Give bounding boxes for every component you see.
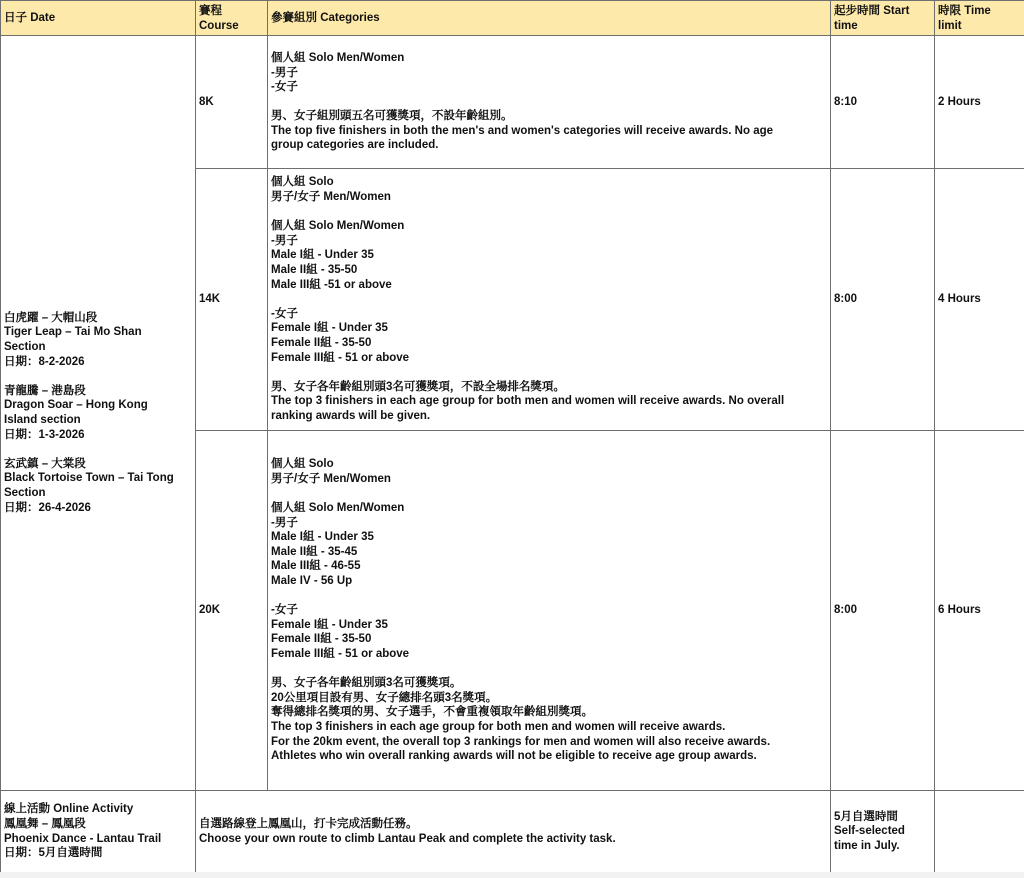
text-line: Male I組 - Under 35 bbox=[271, 531, 374, 544]
text-line: Self-selected time in July. bbox=[834, 825, 905, 852]
page-bottom-edge bbox=[0, 872, 1024, 878]
blank-line bbox=[271, 205, 827, 220]
blank-line bbox=[271, 365, 827, 380]
text-line: 青龍騰 – 港島段 bbox=[4, 384, 86, 397]
text-line: 自選路線登上鳳凰山，打卡完成活動任務。 bbox=[199, 817, 418, 830]
text-line: -男子 bbox=[271, 66, 298, 79]
categories-cell bbox=[268, 169, 831, 431]
course-cell: 14K bbox=[196, 169, 268, 431]
blank-line bbox=[271, 486, 827, 501]
time-limit-cell: 6 Hours bbox=[935, 431, 1024, 791]
header-date: 日子 Date bbox=[1, 1, 196, 36]
text-line: Male II組 - 35-50 bbox=[271, 264, 358, 277]
text-line: Female I組 - Under 35 bbox=[271, 618, 388, 631]
online-date-cell bbox=[1, 791, 196, 873]
text-line: Male I組 - Under 35 bbox=[271, 249, 374, 262]
text-line: Female II組 - 35-50 bbox=[271, 336, 372, 349]
text-line: Island section bbox=[4, 414, 81, 426]
header-categories: 參賽組別 Categories bbox=[268, 1, 831, 36]
header-time-limit: 時限 Time limit bbox=[935, 1, 1024, 36]
text-line: The top 3 finishers in each age group for both men and women will receive awards. bbox=[271, 720, 726, 733]
text-line: The top five finishers in both the men's and women's categories will receive awards. No age bbox=[271, 124, 774, 137]
time-limit-cell: 2 Hours bbox=[935, 36, 1024, 169]
text-line: 男、女子各年齡組別頭3名可獲獎項，不設全場排名獎項。 bbox=[271, 380, 565, 393]
text-line: 5月自選時間 bbox=[834, 810, 898, 823]
text-line: 個人組 Solo bbox=[271, 176, 334, 189]
text-line: 日期：1-3-2026 bbox=[4, 428, 85, 441]
race-dates-cell bbox=[1, 36, 196, 791]
blank-line bbox=[271, 662, 827, 677]
blank-line bbox=[271, 292, 827, 307]
text-line: -女子 bbox=[271, 81, 298, 94]
text-line: 玄武鎮 – 大棠段 bbox=[4, 457, 86, 470]
categories-cell bbox=[268, 36, 831, 169]
text-line: Choose your own route to climb Lantau Peak and complete the activity task. bbox=[199, 832, 616, 845]
text-line: Female II組 - 35-50 bbox=[271, 633, 372, 646]
blank-line bbox=[4, 369, 192, 384]
blank-line bbox=[4, 442, 192, 457]
header-row bbox=[1, 1, 1024, 36]
text-line: 個人組 Solo Men/Women bbox=[271, 51, 405, 64]
course-cell: 20K bbox=[196, 431, 268, 791]
text-line: 鳳凰舞 – 鳳凰段 bbox=[4, 817, 86, 830]
text-line: 男、女子組別頭五名可獲獎項，不設年齡組別。 bbox=[271, 110, 513, 123]
text-line: 日期：5月自選時間 bbox=[4, 847, 103, 860]
text-line: Black Tortoise Town – Tai Tong bbox=[4, 472, 174, 485]
header-start-time: 起步時間 Start time bbox=[831, 1, 935, 36]
text-line: Female III組 - 51 or above bbox=[271, 647, 410, 660]
text-line: ranking awards will be given. bbox=[271, 409, 431, 422]
text-line: 個人組 Solo bbox=[271, 458, 334, 471]
race-dates-text bbox=[4, 311, 192, 515]
header-course: 賽程 Course bbox=[196, 1, 268, 36]
text-line: Athletes who win overall ranking awards will not be eligible to receive age group awards. bbox=[271, 750, 757, 763]
text-line: For the 20km event, the overall top 3 rankings for men and women will also receive awards. bbox=[271, 735, 771, 748]
start-time-cell: 8:00 bbox=[831, 169, 935, 431]
text-line: group categories are included. bbox=[271, 139, 439, 152]
course-cell: 8K bbox=[196, 36, 268, 169]
online-start-cell bbox=[831, 791, 935, 873]
course-row-8k bbox=[1, 36, 1024, 169]
time-limit-cell: 4 Hours bbox=[935, 169, 1024, 431]
text-line: 奪得總排名獎項的男、女子選手，不會重複領取年齡組別獎項。 bbox=[271, 706, 593, 719]
text-line: 男子/女子 Men/Women bbox=[271, 472, 391, 485]
text-line: Male II組 - 35-45 bbox=[271, 545, 358, 558]
categories-cell bbox=[268, 431, 831, 791]
text-line: The top 3 finishers in each age group for both men and women will receive awards. No overall bbox=[271, 395, 785, 408]
text-line: Male III組 - 46-55 bbox=[271, 560, 361, 573]
text-line: -男子 bbox=[271, 516, 298, 529]
text-line: 白虎躍 – 大帽山段 bbox=[4, 311, 98, 324]
text-line: Section bbox=[4, 486, 46, 499]
online-activity-row bbox=[1, 791, 1024, 873]
text-line: Male III組 -51 or above bbox=[271, 278, 392, 291]
text-line: 日期：8-2-2026 bbox=[4, 355, 85, 368]
text-line: Phoenix Dance - Lantau Trail bbox=[4, 832, 162, 845]
text-line: 線上活動 Online Activity bbox=[4, 803, 134, 816]
start-time-cell: 8:10 bbox=[831, 36, 935, 169]
blank-line bbox=[271, 95, 827, 110]
blank-line bbox=[271, 589, 827, 604]
text-line: -女子 bbox=[271, 307, 298, 320]
text-line: Female III組 - 51 or above bbox=[271, 351, 410, 364]
start-time-cell: 8:00 bbox=[831, 431, 935, 791]
text-line: Female I組 - Under 35 bbox=[271, 322, 388, 335]
text-line: 個人組 Solo Men/Women bbox=[271, 502, 405, 515]
text-line: 日期：26-4-2026 bbox=[4, 501, 91, 514]
text-line: -男子 bbox=[271, 234, 298, 247]
text-line: 男子/女子 Men/Women bbox=[271, 191, 391, 204]
text-line: 20公里項目設有男、女子總排名頭3名獎項。 bbox=[271, 691, 498, 704]
text-line: 個人組 Solo Men/Women bbox=[271, 220, 405, 233]
text-line: -女子 bbox=[271, 604, 298, 617]
online-limit-cell bbox=[935, 791, 1024, 873]
text-line: Male IV - 56 Up bbox=[271, 575, 353, 588]
text-line: Section bbox=[4, 341, 46, 354]
text-line: Tiger Leap – Tai Mo Shan bbox=[4, 326, 142, 339]
text-line: Dragon Soar – Hong Kong bbox=[4, 399, 148, 412]
text-line: 男、女子各年齡組別頭3名可獲獎項。 bbox=[271, 677, 462, 690]
online-task-cell bbox=[196, 791, 831, 873]
